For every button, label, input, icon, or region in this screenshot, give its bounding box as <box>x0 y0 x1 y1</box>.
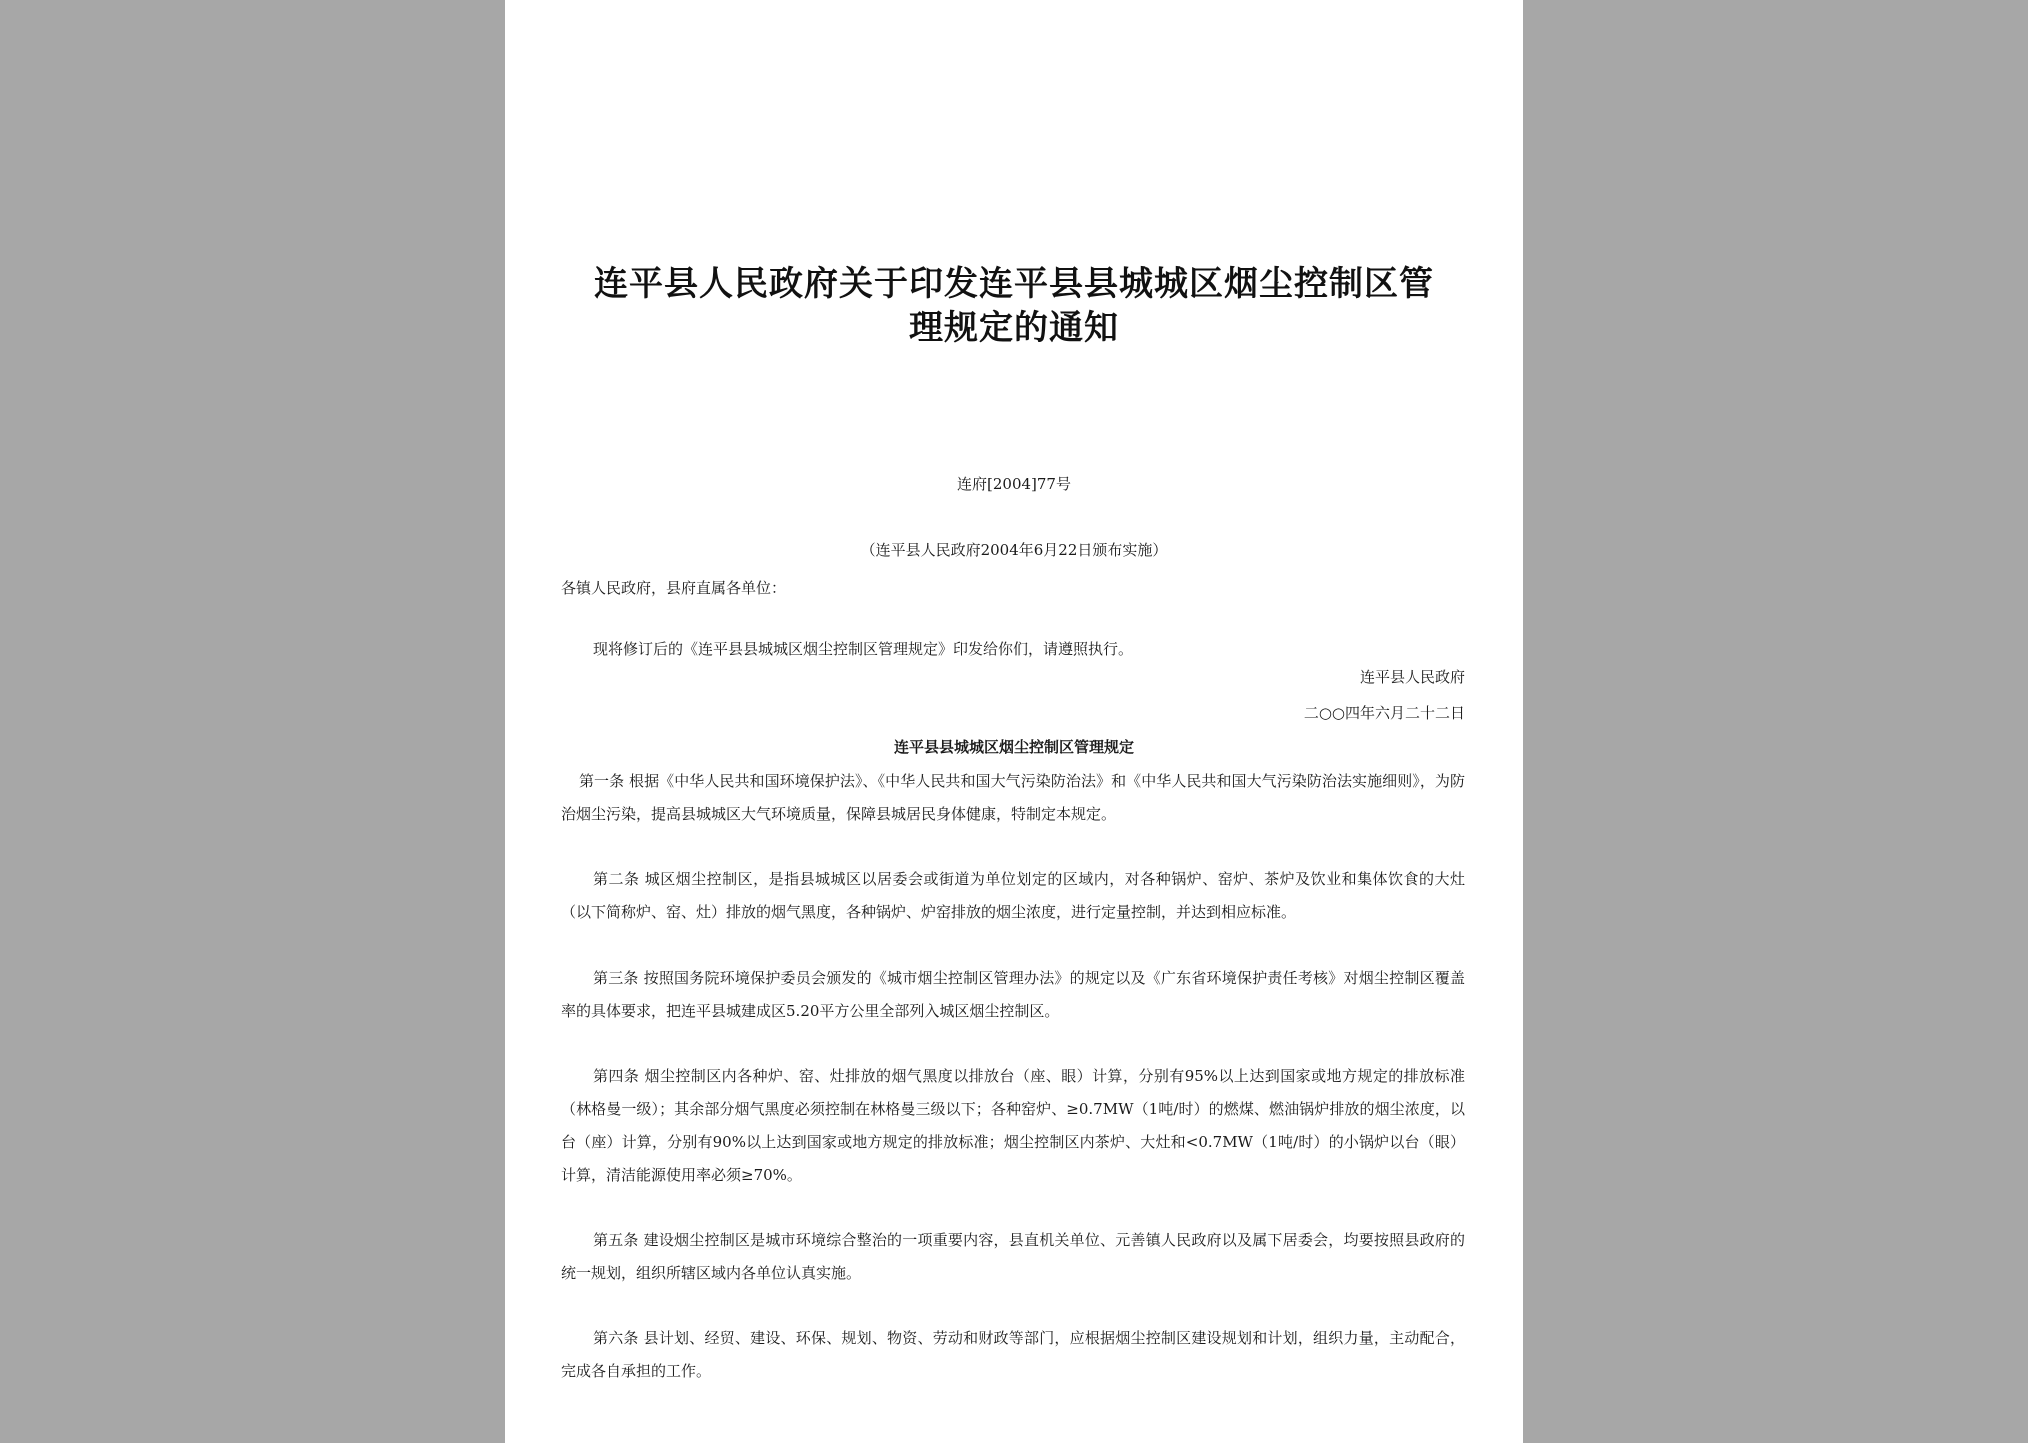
promulgation-note: （连平县人民政府2004年6月22日颁布实施） <box>860 541 1168 559</box>
article-3: 第三条 按照国务院环境保护委员会颁发的《城市烟尘控制区管理办法》的规定以及《广东省环境保护责任考核》对烟尘控制区覆盖率的具体要求，把连平县城建成区5.20平方公里全部列入城区烟尘控制区。 <box>561 969 1465 1020</box>
document-number: 连府[2004]77号 <box>957 475 1071 493</box>
article-1: 第一条 根据《中华人民共和国环境保护法》、《中华人民共和国大气污染防治法》和《中华人民共和国大气污染防治法实施细则》，为防治烟尘污染，提高县城城区大气环境质量，保障县城居民身体健康，特制定本规定。 <box>561 772 1465 823</box>
article-4: 第四条 烟尘控制区内各种炉、窑、灶排放的烟气黑度以排放台（座、眼）计算，分别有95%以上达到国家或地方规定的排放标准（林格曼一级）；其余部分烟气黑度必须控制在林格曼三级以下；各种窑炉、≥0.7MW（1吨/时）的燃煤、燃油锅炉排放的烟尘浓度，以台（座）计算，分别有90%以上达到国家或地方规定的排放标准；烟尘控制区内茶炉、大灶和<0.7MW（1吨/时）的小锅炉以台（眼）计算，清洁能源使用率必须≥70%。 <box>561 1067 1465 1184</box>
title-line-1: 连平县人民政府关于印发连平县县城城区烟尘控制区管 <box>594 264 1434 304</box>
article-5: 第五条 建设烟尘控制区是城市环境综合整治的一项重要内容，县直机关单位、元善镇人民政府以及属下居委会，均要按照县政府的统一规划，组织所辖区域内各单位认真实施。 <box>561 1231 1465 1282</box>
article-6: 第六条 县计划、经贸、建设、环保、规划、物资、劳动和财政等部门，应根据烟尘控制区建设规划和计划，组织力量，主动配合，完成各自承担的工作。 <box>561 1329 1465 1380</box>
article-2: 第二条 城区烟尘控制区，是指县城城区以居委会或街道为单位划定的区域内，对各种锅炉、窑炉、茶炉及饮业和集体饮食的大灶（以下简称炉、窑、灶）排放的烟气黑度，各种锅炉、炉窑排放的烟尘浓度，进行定量控制，并达到相应标准。 <box>561 870 1465 921</box>
addressee: 各镇人民政府，县府直属各单位： <box>561 579 787 597</box>
regulation-title: 连平县县城城区烟尘控制区管理规定 <box>893 738 1134 756</box>
intro-paragraph: 现将修订后的《连平县县城城区烟尘控制区管理规定》印发给你们，请遵照执行。 <box>593 640 1134 658</box>
document-title <box>565 262 1463 350</box>
title-line-2: 理规定的通知 <box>909 308 1119 348</box>
issue-date: 二○○四年六月二十二日 <box>1303 704 1465 722</box>
signer: 连平县人民政府 <box>1359 668 1465 686</box>
document-page <box>505 0 1523 1443</box>
